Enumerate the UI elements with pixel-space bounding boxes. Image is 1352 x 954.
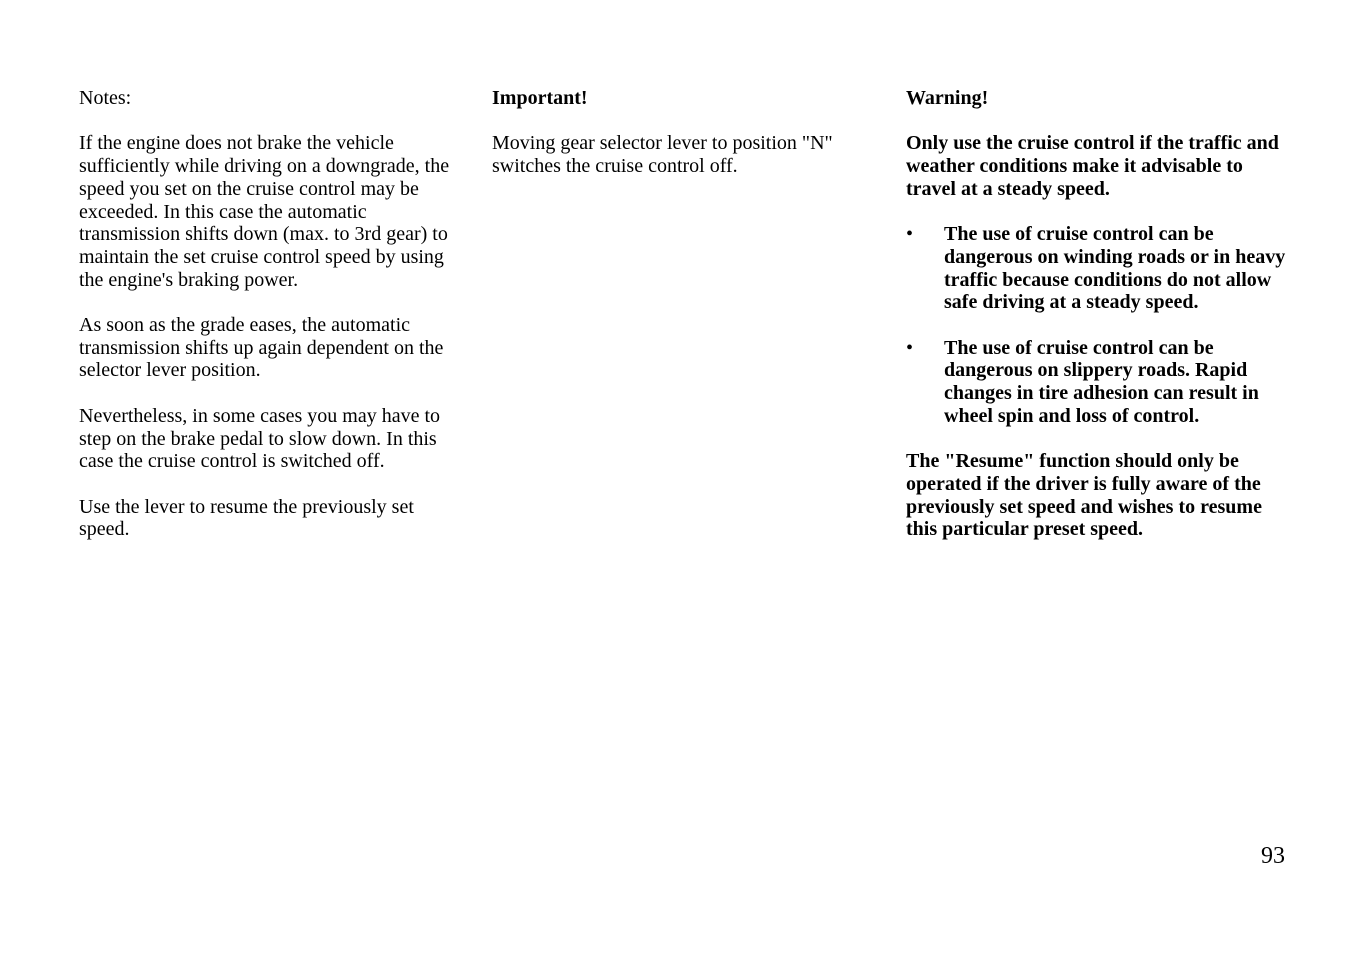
warning-intro: Only use the cruise control if the traffic and weather conditions make it advisable to travel at a steady speed. — [906, 132, 1279, 200]
notes-paragraph: Nevertheless, in some cases you may have to step on the brake pedal to slow down. In this case the cruise control is switched off. — [79, 404, 441, 473]
notes-paragraph: As soon as the grade eases, the automatic transmission shifts up again dependent on the selector lever position. — [79, 314, 444, 382]
bullet-icon: • — [906, 336, 914, 359]
important-heading: Important! — [492, 87, 588, 109]
important-column — [492, 87, 852, 178]
warning-column — [906, 87, 1286, 541]
warning-heading: Warning! — [906, 87, 989, 109]
warning-bullet-list — [906, 223, 1286, 427]
warning-bullet-item — [906, 223, 1286, 314]
warning-bullet-item — [906, 337, 1286, 428]
page-number: 93 — [1261, 843, 1285, 869]
bullet-icon: • — [906, 223, 914, 246]
notes-column — [79, 87, 459, 541]
warning-bullet-text: The use of cruise control can be dangerous on winding roads or in heavy traffic because conditions do not allow safe driving at a steady speed. — [944, 223, 1286, 314]
notes-paragraph: If the engine does not brake the vehicle sufficiently while driving on a downgrade, the speed you set on the cruise control may be exceeded. In this case the automatic transmission shifts down (max. to 3rd gear) to maintain the set cruise control speed by using the engine's braking power. — [79, 132, 450, 291]
notes-heading: Notes: — [79, 87, 132, 109]
important-paragraph: Moving gear selector lever to position "N" switches the cruise control off. — [492, 132, 833, 178]
notes-paragraph: Use the lever to resume the previously set speed. — [79, 495, 414, 541]
warning-closing: The "Resume" function should only be operated if the driver is fully aware of the previously set speed and wishes to resume this particular preset speed. — [906, 450, 1262, 541]
warning-bullet-text: The use of cruise control can be dangerous on slippery roads. Rapid changes in tire adhesion can result in wheel spin and loss of control. — [944, 336, 1259, 427]
